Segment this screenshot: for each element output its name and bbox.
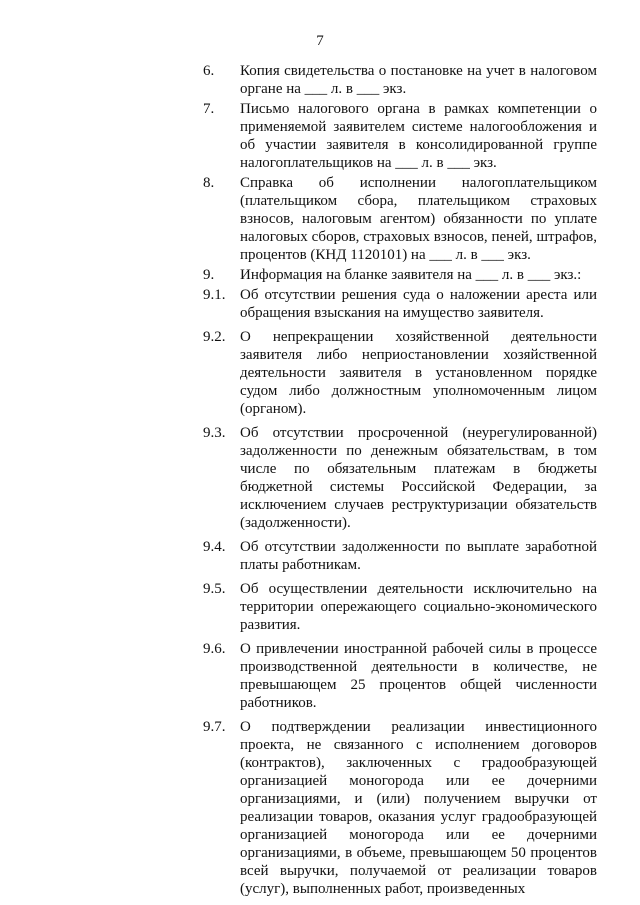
list-item <box>0 174 640 264</box>
item-number: 9.5. <box>203 581 226 597</box>
item-number: 9.4. <box>203 539 226 555</box>
item-text: Копия свидетельства о постановке на учет в налоговом органе на ___ л. в ___ экз. <box>240 63 597 97</box>
item-number: 8. <box>203 175 215 191</box>
item-text: Об осуществлении деятельности исключительно на территории опережающего социально-экономического развития. <box>240 581 597 633</box>
item-number: 9.6. <box>203 641 226 657</box>
item-text: Справка об исполнении налогоплательщиком (плательщиком сбора, плательщиком страховых взносов, налоговым агентом) обязанности по уплате налоговых сборов, страховых взносов, пеней, штрафов, процентов (КНД 1120101) на ___ л. в ___ экз. <box>240 175 597 263</box>
list-item <box>0 538 640 574</box>
item-number: 6. <box>203 63 215 79</box>
item-text: Об отсутствии просроченной (неурегулированной) задолженности по денежным обязательствам, в том числе по обязательным платежам в бюджеты бюджетной системы Российской Федерации, за исключением случаев реструктуризации обязательств (задолженности). <box>240 425 597 531</box>
item-text: Письмо налогового органа в рамках компетенции о применяемой заявителем системе налогообложения и об участии заявителя в консолидированной группе налогоплательщиков на ___ л. в ___ экз. <box>240 101 597 171</box>
item-text: О подтверждении реализации инвестиционного проекта, не связанного с исполнением договоров (контрактов), заключенных с градообразующей организацией моногорода или ее дочерними организациями, и (или) получением выручки от реализации товаров, оказания услуг градообразующей организацией моногорода или ее дочерними организациями, в объеме, превышающем 50 процентов всей выручки, получаемой от реализации товаров (услуг), выполненных работ, произведенных <box>240 719 597 897</box>
page-number: 7 <box>316 33 324 49</box>
item-number: 9.7. <box>203 719 226 735</box>
item-text: О привлечении иностранной рабочей силы в процессе производственной деятельности в количестве, не превышающем 25 процентов общей численности работников. <box>240 641 597 711</box>
list-item <box>0 100 640 172</box>
item-number: 9. <box>203 267 215 283</box>
item-number: 9.1. <box>203 287 226 303</box>
list-item <box>0 266 640 284</box>
list-item <box>0 328 640 418</box>
item-text: Об отсутствии задолженности по выплате заработной платы работникам. <box>240 539 597 573</box>
item-number: 9.3. <box>203 425 226 441</box>
item-number: 9.2. <box>203 329 226 345</box>
item-text: Информация на бланке заявителя на ___ л. в ___ экз.: <box>240 267 582 283</box>
item-number: 7. <box>203 101 215 117</box>
list-item <box>0 718 640 898</box>
list-item <box>0 640 640 712</box>
item-text: Об отсутствии решения суда о наложении ареста или обращения взыскания на имущество заявителя. <box>240 287 597 321</box>
list-item <box>0 580 640 634</box>
list-item <box>0 424 640 532</box>
list-item <box>0 62 640 98</box>
list-item <box>0 286 640 322</box>
document-body <box>0 62 640 898</box>
item-text: О непрекращении хозяйственной деятельности заявителя либо неприостановлении хозяйственной деятельности заявителя в установленном порядке судом либо должностным уполномоченным лицом (органом). <box>240 329 597 417</box>
